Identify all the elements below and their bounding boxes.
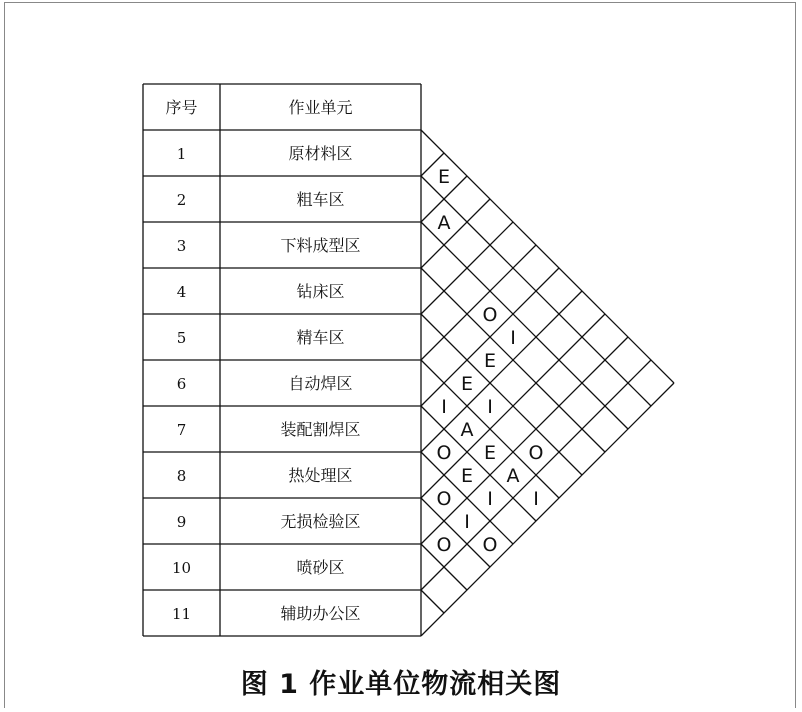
relation-grade: E bbox=[483, 442, 497, 464]
row-number: 2 bbox=[176, 191, 187, 209]
row-unit-name: 热处理区 bbox=[288, 466, 353, 485]
row-unit-name: 无损检验区 bbox=[280, 512, 361, 531]
row-number: 4 bbox=[176, 283, 187, 301]
relation-grade: E bbox=[460, 373, 474, 395]
relation-grade: I bbox=[487, 488, 493, 510]
row-unit-name: 下料成型区 bbox=[280, 236, 361, 255]
matrix-diagonal-line bbox=[421, 199, 490, 268]
relation-grade: E bbox=[437, 166, 451, 188]
row-number: 3 bbox=[176, 237, 187, 255]
matrix-diagonal-line bbox=[421, 245, 536, 360]
row-number: 10 bbox=[171, 559, 192, 577]
row-number: 6 bbox=[176, 375, 187, 393]
relation-grade: O bbox=[482, 534, 498, 556]
matrix-diagonal-line bbox=[421, 383, 674, 636]
row-number: 11 bbox=[171, 605, 192, 623]
relation-grade: I bbox=[441, 396, 447, 418]
row-unit-name: 装配割焊区 bbox=[280, 420, 361, 439]
relation-grade: A bbox=[506, 465, 520, 487]
matrix-diagonal-line bbox=[421, 590, 444, 613]
relation-grade: E bbox=[483, 350, 497, 372]
row-number: 1 bbox=[176, 145, 187, 163]
relation-grade: O bbox=[482, 304, 498, 326]
row-unit-name: 喷砂区 bbox=[296, 558, 345, 577]
relation-grade: O bbox=[436, 534, 452, 556]
relation-grade: I bbox=[487, 396, 493, 418]
row-number: 8 bbox=[176, 467, 187, 485]
relation-grade: E bbox=[460, 465, 474, 487]
relation-grade: I bbox=[533, 488, 539, 510]
matrix-diagonal-line bbox=[421, 337, 628, 544]
relation-grade: I bbox=[464, 511, 470, 533]
row-unit-name: 自动焊区 bbox=[288, 374, 353, 393]
matrix-diagonal-line bbox=[421, 222, 628, 429]
relation-grade: A bbox=[437, 212, 451, 234]
relation-grade: O bbox=[436, 488, 452, 510]
row-number: 5 bbox=[176, 329, 187, 347]
header-number: 序号 bbox=[165, 98, 198, 117]
row-unit-name: 精车区 bbox=[296, 328, 345, 347]
row-number: 9 bbox=[176, 513, 187, 531]
relation-grade: A bbox=[460, 419, 474, 441]
relation-grade: O bbox=[528, 442, 544, 464]
matrix-diagonal-line bbox=[421, 130, 674, 383]
row-unit-name: 原材料区 bbox=[288, 144, 353, 163]
matrix-diagonal-line bbox=[421, 291, 582, 452]
relation-grade: O bbox=[436, 442, 452, 464]
row-unit-name: 辅助办公区 bbox=[280, 604, 361, 623]
row-number: 7 bbox=[176, 421, 187, 439]
figure-caption: 图 1 作业单位物流相关图 bbox=[240, 669, 562, 700]
relation-grade: I bbox=[510, 327, 516, 349]
row-unit-name: 钻床区 bbox=[296, 282, 345, 301]
header-unit: 作业单元 bbox=[288, 98, 353, 117]
row-unit-name: 粗车区 bbox=[296, 190, 345, 209]
matrix-diagonal-line bbox=[421, 498, 490, 567]
